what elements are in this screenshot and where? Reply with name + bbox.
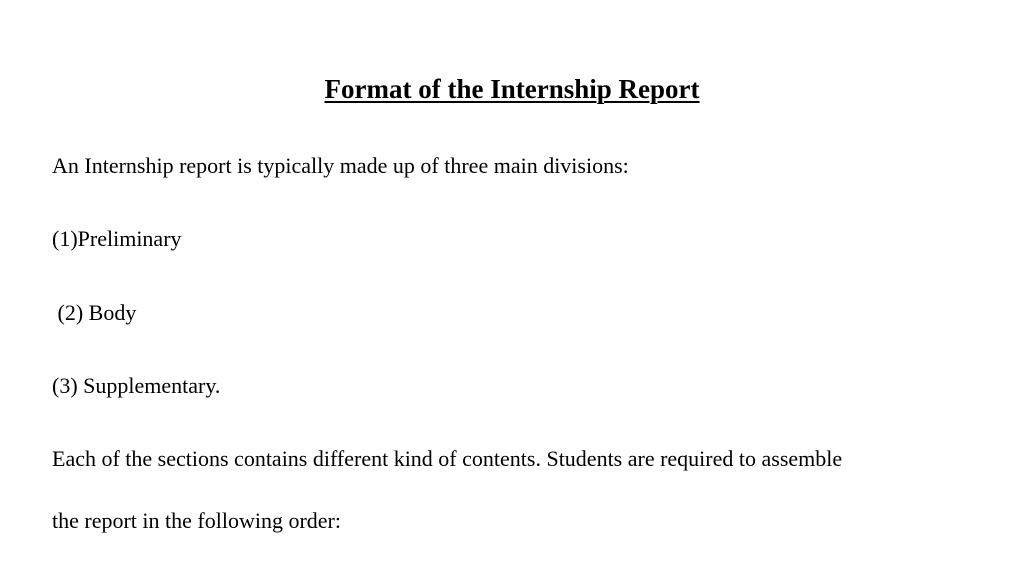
closing-text-line-1: Each of the sections contains different kind of contents. Students are required to assemble <box>52 446 843 471</box>
division-item-body: (2) Body <box>52 300 137 325</box>
intro-text: An Internship report is typically made up of three main divisions: <box>52 153 629 178</box>
slide-title <box>0 70 1024 108</box>
division-item-supplementary: (3) Supplementary. <box>52 373 221 398</box>
slide-title-text: Format of the Internship Report <box>324 74 700 104</box>
division-item-preliminary: (1)Preliminary <box>52 226 182 251</box>
closing-text-line-2: the report in the following order: <box>52 508 341 533</box>
